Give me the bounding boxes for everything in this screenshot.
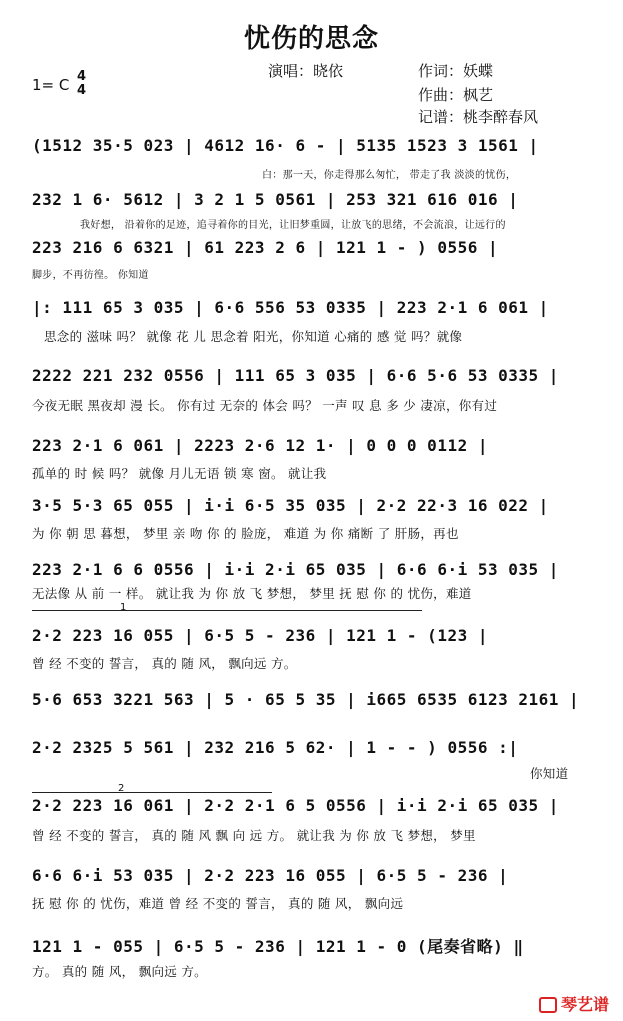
- score-notes-line-10: 5·6 653 3221 563 | 5 · 65 5 35 | i665 6535 6123 2161 |: [32, 690, 580, 709]
- score-notes-line-12: 2·2 223 16 061 | 2·2 2·1 6 5 0556 | i·i 2·i 65 035 |: [32, 796, 559, 815]
- score-lyric-line-8: 无法像 从 前 一 样。 就让我 为 你 放 飞 梦想， 梦里 抚 慰 你 的 忧伤，难道: [32, 586, 472, 601]
- brand-mark-icon: [539, 997, 557, 1013]
- score-notes-line-5: 2222 221 232 0556 | 111 65 3 035 | 6·6 5·6 53 0335 |: [32, 366, 559, 385]
- score-notes-line-11: 2·2 2325 5 561 | 232 216 5 62· | 1 - - ) 0556 :|: [32, 738, 519, 757]
- volta-2-bracket: [32, 792, 272, 793]
- score-lyric-line-1: 白：那一天，你走得那么匆忙， 带走了我 淡淡的忧伤，: [262, 170, 517, 181]
- brand-name: 琴艺谱: [560, 995, 609, 1014]
- score-lyric-line-5: 今夜无眠 黑夜却 漫 长。 你有过 无奈的 体会 吗？ 一声 叹 息 多 少 凄凉，你有过: [32, 398, 498, 413]
- score-notes-line-8: 223 2·1 6 6 0556 | i·i 2·i 65 035 | 6·6 6·i 53 035 |: [32, 560, 559, 579]
- volta-1-label: 1: [120, 602, 127, 613]
- score-lyric-line-14: 方。 真的 随 风， 飘向远 方。: [32, 964, 207, 979]
- score-lyric-line-12: 曾 经 不变的 誓言， 真的 随 风 飘 向 远 方。 就让我 为 你 放 飞 梦想， 梦里: [32, 828, 476, 843]
- lyricist-credit: 作词：妖蝶: [418, 62, 494, 80]
- score-notes-line-1: (1512 35·5 023 | 4612 16· 6 - | 5135 1523 3 1561 |: [32, 136, 539, 155]
- transcriber-credit: 记谱：桃李醉春风: [418, 108, 539, 126]
- score-notes-line-13: 6·6 6·i 53 035 | 2·2 223 16 055 | 6·5 5 - 236 |: [32, 866, 509, 885]
- score-lyric-line-4: 思念的 滋味 吗？ 就像 花 儿 思念着 阳光，你知道 心痛的 感 觉 吗？就像: [44, 329, 463, 344]
- key-signature: 1= C: [32, 76, 70, 94]
- score-notes-line-7: 3·5 5·3 65 055 | i·i 6·5 35 035 | 2·2 22·3 16 022 |: [32, 496, 549, 515]
- score-notes-line-4: |: 111 65 3 035 | 6·6 556 53 0335 | 223 2·1 6 061 |: [32, 298, 549, 317]
- score-notes-line-2: 232 1 6· 5612 | 3 2 1 5 0561 | 253 321 616 016 |: [32, 190, 519, 209]
- score-lyric-line-9: 曾 经 不变的 誓言， 真的 随 风， 飘向远 方。: [32, 656, 297, 671]
- score-lyric-line-7: 为 你 朝 思 暮想， 梦里 亲 吻 你 的 脸庞， 难道 为 你 痛断 了 肝肠，再也: [32, 526, 459, 541]
- score-lyric-line-11: 你知道: [530, 766, 569, 781]
- time-signature: [77, 70, 86, 98]
- score-lyric-line-13: 抚 慰 你 的 忧伤，难道 曾 经 不变的 誓言， 真的 随 风， 飘向远: [32, 896, 404, 911]
- brand-logo: [539, 992, 609, 1015]
- volta-1-bracket: [32, 610, 422, 611]
- time-signature-top: 4: [77, 69, 87, 84]
- time-signature-bottom: 4: [77, 83, 87, 98]
- volta-2-label: 2: [118, 783, 125, 794]
- singer-credit: 演唱：晓依: [268, 62, 344, 80]
- score-lyric-line-6: 孤单的 时 候 吗？ 就像 月儿无语 锁 寒 窗。 就让我: [32, 466, 327, 481]
- score-notes-line-14: 121 1 - 055 | 6·5 5 - 236 | 121 1 - 0 (尾奏省略) ‖: [32, 937, 524, 956]
- score-notes-line-3: 223 216 6 6321 | 61 223 2 6 | 121 1 - ) 0556 |: [32, 238, 499, 257]
- song-title: 忧伤的思念: [243, 24, 379, 54]
- score-lyric-line-3: 脚步，不再彷徨。 你知道: [32, 270, 149, 281]
- score-notes-line-9: 2·2 223 16 055 | 6·5 5 - 236 | 121 1 - (123 |: [32, 626, 488, 645]
- score-lyric-line-2: 我好想， 沿着你的足迹，追寻着你的目光，让旧梦重圆，让放飞的思绪，不会流浪，让远行的: [80, 220, 506, 231]
- score-notes-line-6: 223 2·1 6 061 | 2223 2·6 12 1· | 0 0 0 0112 |: [32, 436, 488, 455]
- composer-credit: 作曲：枫艺: [418, 86, 494, 104]
